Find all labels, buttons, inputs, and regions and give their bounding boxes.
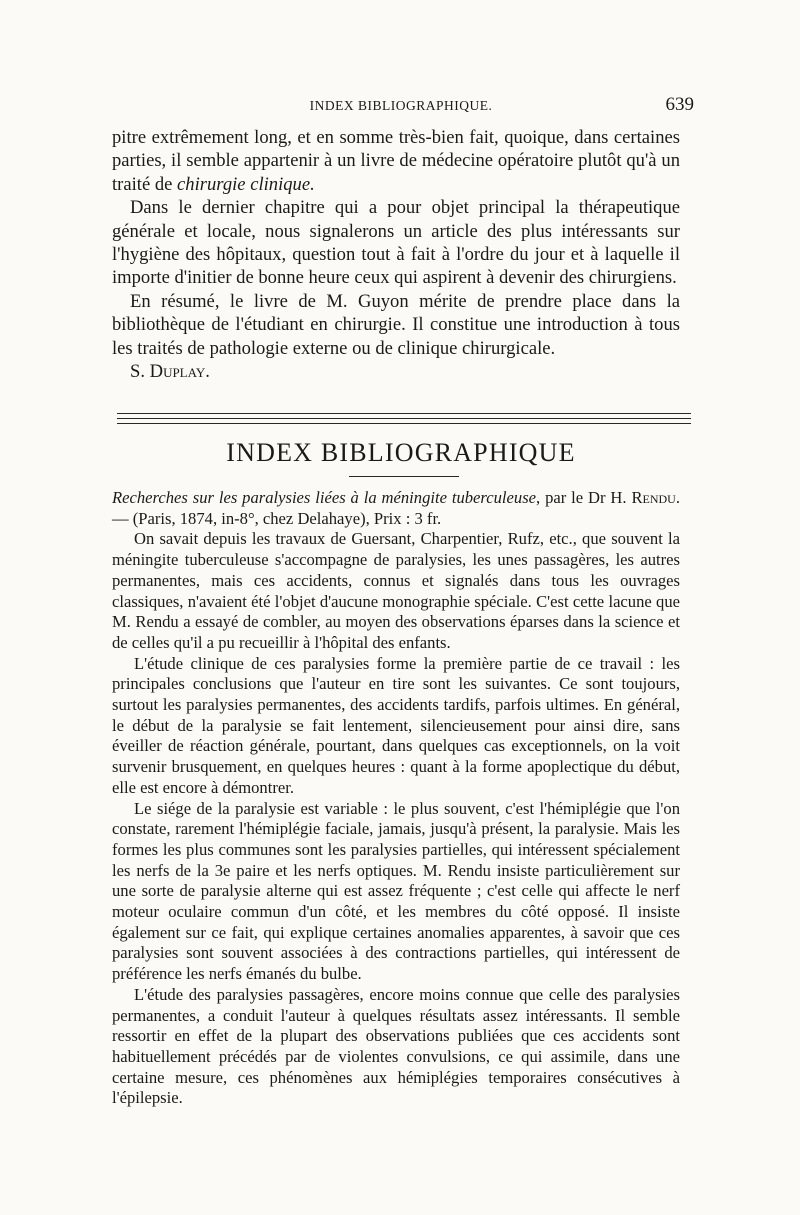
signature-period: . [205,361,210,383]
review-paragraph: En résumé, le livre de M. Guyon mérite de prendre place dans la bibliothèque de l'étudiant en chirurgie. Il constitue une introduction à tous les traités de pathologie externe ou de clinique chirurgicale. [112,290,680,359]
citation [112,488,680,529]
entry-paragraph: Le siége de la paralysie est variable : le plus souvent, c'est l'hémiplégie que l'on constate, rarement l'hémiplégie faciale, jamais, jusqu'à présent, la paralysie. Mais les formes les plus communes sont les paralysies partielles, qui intéressent spécialement les nerfs de la 3e paire et les nerfs optiques. M. Rendu insiste particulièrement sur une sorte de paralysie alterne qui est assez fréquente ; c'est celle qui affecte le nerf moteur oculaire commun d'un côté, et les membres du côté opposé. Il insiste également sur ce fait, qui explique certaines anomalies apparentes, à savoir que ces paralysies sont souvent associées à des contractions partielles, qui intéressent de préférence les nerfs émanés du bulbe. [112,798,680,984]
review-paragraph [112,126,680,196]
section-title: INDEX BIBLIOGRAPHIQUE [226,438,576,467]
page-number: 639 [665,94,694,115]
review-paragraph: Dans le dernier chapitre qui a pour objet principal la thérapeutique générale et locale, nous signalerons un article des plus intéressants sur l'hygiène des hôpitaux, question tout à fait à l'ordre du jour et à laquelle il importe d'initier de bonne heure ceux qui aspirent à devenir des chirurgiens. [112,197,680,289]
running-head [112,94,694,120]
divider-rule [117,413,691,414]
author-name: Rendu [631,488,676,507]
bibliography-entry [112,488,680,1109]
review-text: pitre extrêmement long, et en somme très-bien fait, quoique, dans certaines parties, il semble appartenir à un livre de médecine opératoire plutôt qu'à un traité de [112,127,680,195]
italic-term: chirurgie clinique. [177,173,315,195]
citation-details: . — (Paris, 1874, in-8°, chez Delahaye), Prix : 3 fr. [112,488,680,528]
entry-paragraph: L'étude clinique de ces paralysies forme la première partie de ce travail : les principales conclusions que l'auteur en tire sont les suivantes. Ce sont toujours, surtout les paralysies permanentes, des accidents tardifs, parfois ultimes. En général, le début de la paralysie se fait lentement, silencieusement pour ainsi dire, sans éveiller de réaction générale, pourtant, dans quelques cas exceptionnels, on la voit survenir brusquement, en quelques heures : quant à la forme apoplectique du début, elle est encore à démontrer. [112,653,680,797]
title-underline [349,476,459,477]
entry-paragraph: L'étude des paralysies passagères, encore moins connue que celle des paralysies permanentes, a conduit l'auteur à quelques résultats assez intéressants. Il semble ressortir en effet de la plupart des observations publiées que ces accidents sont habituellement précédés par de violentes convulsions, ce qui assimile, dans une certaine mesure, ces phénomènes aux hémiplégies temporaires consécutives à l'épilepsie. [112,984,680,1108]
citation-title: Recherches sur les paralysies liées à la méningite tuberculeuse [112,488,537,507]
divider-rule [117,423,691,424]
author-prefix: Dr H. [588,488,632,507]
review-conclusion [112,126,680,383]
signature-name: Duplay [149,361,206,383]
entry-paragraph: On savait depuis les travaux de Guersant, Charpentier, Rufz, etc., que souvent la méningite tuberculeuse s'accompagne de paralysies, les unes passagères, les autres permanentes, mais ces accidents, connus et signalés dans tous les ouvrages classiques, n'avaient été l'objet d'aucune monographie spéciale. C'est cette lacune que M. Rendu a essayé de combler, au moyen des observations éparses dans la science et de celles qu'il a pu recueillir à l'hôpital des enfants. [112,529,680,652]
signature-initial: S. [130,361,150,383]
running-title: INDEX BIBLIOGRAPHIQUE. [309,98,493,113]
signature [112,360,680,383]
divider-rule [117,418,691,419]
citation-by: , par le [536,488,584,507]
